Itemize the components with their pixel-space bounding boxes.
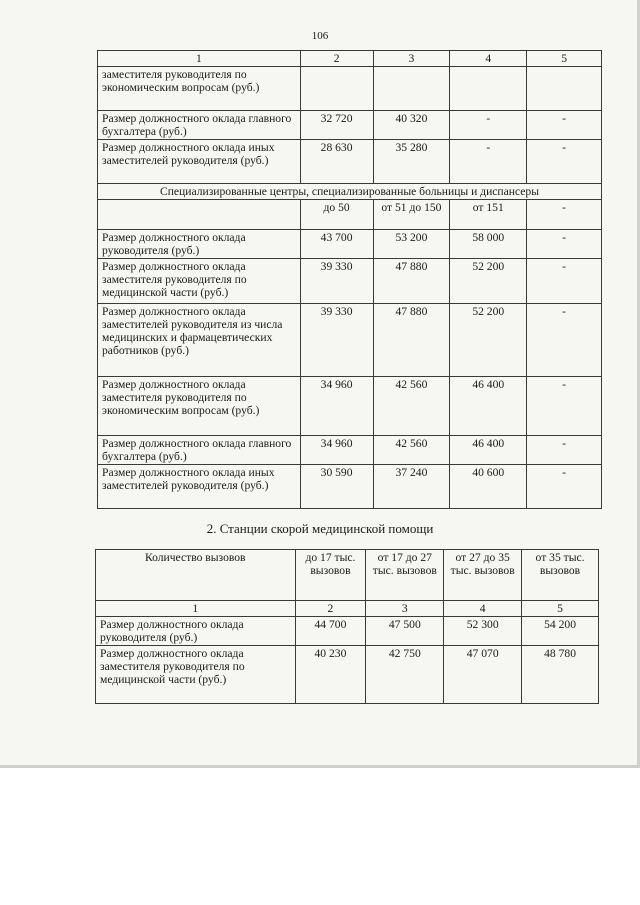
cell-value: 52 200 [450, 259, 527, 304]
cell-value: - [527, 140, 602, 184]
header-row [96, 550, 599, 601]
cell-value: - [527, 230, 602, 259]
salary-table-2 [95, 549, 599, 704]
cell-value: 47 070 [444, 646, 522, 704]
cell-value: - [527, 465, 602, 509]
header-cell: от 27 до 35 тыс. вызовов [444, 550, 522, 601]
cell-value: 34 960 [300, 436, 373, 465]
section2-title: 2. Станции скорой медицинской помощи [206, 521, 434, 536]
cell-value [373, 67, 450, 111]
section-title: Специализированные центры, специализированные больницы и диспансеры [98, 184, 602, 200]
col-number: 3 [366, 601, 444, 617]
cell-value: - [450, 111, 527, 140]
salary-table-1 [97, 50, 602, 509]
col-number: 4 [444, 601, 522, 617]
col-number: 5 [527, 51, 602, 67]
cell-value: 52 300 [444, 617, 522, 646]
header-cell: от 35 тыс. вызовов [522, 550, 599, 601]
section-title-row [98, 184, 602, 200]
cell-value: 54 200 [522, 617, 599, 646]
cell-value: 58 000 [450, 230, 527, 259]
header-range: от 51 до 150 [373, 200, 450, 230]
cell-value [300, 67, 373, 111]
row-label: Размер должностного оклада руководителя (руб.) [96, 617, 296, 646]
header-cell: от 17 до 27 тыс. вызовов [366, 550, 444, 601]
header-range: до 50 [300, 200, 373, 230]
header-cell: до 17 тыс. вызовов [295, 550, 366, 601]
row-label: Размер должностного оклада главного бухгалтера (руб.) [98, 111, 301, 140]
cell-value: 40 320 [373, 111, 450, 140]
table-row [98, 465, 602, 509]
row-label: заместителя руководителя по экономическим вопросам (руб.) [98, 67, 301, 111]
section-header-row [98, 200, 602, 230]
cell-value: 37 240 [373, 465, 450, 509]
table-row [98, 304, 602, 377]
cell-value: 44 700 [295, 617, 366, 646]
cell-value: 47 880 [373, 304, 450, 377]
table-row [98, 140, 602, 184]
cell-value: 46 400 [450, 436, 527, 465]
row-label: Размер должностного оклада заместителя руководителя по экономическим вопросам (руб.) [98, 377, 301, 436]
header-range: от 151 [450, 200, 527, 230]
cell-value [527, 67, 602, 111]
cell-value: - [527, 377, 602, 436]
cell-value: - [527, 304, 602, 377]
cell-value: - [527, 111, 602, 140]
cell-value: 39 330 [300, 259, 373, 304]
cell-value: 42 560 [373, 436, 450, 465]
cell-value: 47 500 [366, 617, 444, 646]
col-number: 1 [98, 51, 301, 67]
cell-value: 39 330 [300, 304, 373, 377]
header-cell: Количество вызовов [96, 550, 296, 601]
row-label: Размер должностного оклада заместителя руководителя по медицинской части (руб.) [98, 259, 301, 304]
cell-value: 43 700 [300, 230, 373, 259]
row-label: Размер должностного оклада главного бухгалтера (руб.) [98, 436, 301, 465]
cell-value: 42 750 [366, 646, 444, 704]
col-number: 2 [295, 601, 366, 617]
cell-value: 32 720 [300, 111, 373, 140]
cell-value: 40 230 [295, 646, 366, 704]
cell-value: 47 880 [373, 259, 450, 304]
cell-value: 46 400 [450, 377, 527, 436]
cell-value: 35 280 [373, 140, 450, 184]
table-row [98, 230, 602, 259]
cell-value: - [450, 140, 527, 184]
table-row [96, 646, 599, 704]
header-range: - [527, 200, 602, 230]
empty-cell [98, 200, 301, 230]
cell-value: 28 630 [300, 140, 373, 184]
table-row [98, 111, 602, 140]
row-label: Размер должностного оклада заместителя руководителя по медицинской части (руб.) [96, 646, 296, 704]
col-number: 4 [450, 51, 527, 67]
table-row [98, 377, 602, 436]
column-number-row [98, 51, 602, 67]
column-number-row [96, 601, 599, 617]
cell-value [450, 67, 527, 111]
table-row [98, 67, 602, 111]
cell-value: - [527, 436, 602, 465]
table-row [98, 259, 602, 304]
cell-value: 42 560 [373, 377, 450, 436]
col-number: 3 [373, 51, 450, 67]
row-label: Размер должностного оклада заместителей руководителя из числа медицинских и фармацевтических работников (руб.) [98, 304, 301, 377]
row-label: Размер должностного оклада иных заместителей руководителя (руб.) [98, 140, 301, 184]
table-row [96, 617, 599, 646]
cell-value: 30 590 [300, 465, 373, 509]
cell-value: 52 200 [450, 304, 527, 377]
table-row [98, 436, 602, 465]
cell-value: - [527, 259, 602, 304]
row-label: Размер должностного оклада иных заместителей руководителя (руб.) [98, 465, 301, 509]
col-number: 1 [96, 601, 296, 617]
cell-value: 40 600 [450, 465, 527, 509]
cell-value: 53 200 [373, 230, 450, 259]
col-number: 5 [522, 601, 599, 617]
col-number: 2 [300, 51, 373, 67]
cell-value: 34 960 [300, 377, 373, 436]
cell-value: 48 780 [522, 646, 599, 704]
row-label: Размер должностного оклада руководителя (руб.) [98, 230, 301, 259]
page-number: 106 [311, 30, 329, 42]
